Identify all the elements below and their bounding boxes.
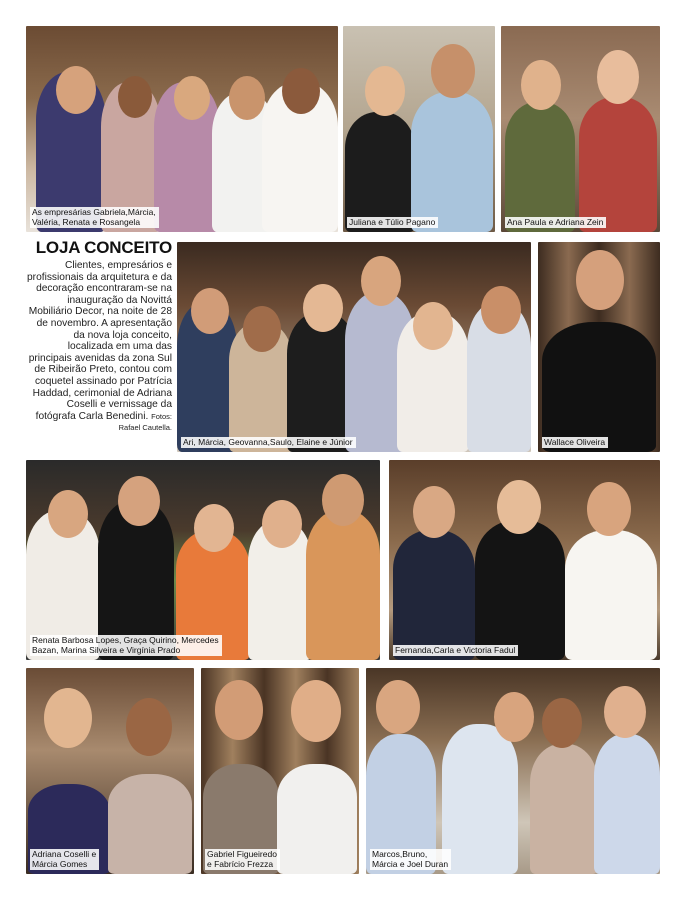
- photo-caption: Ana Paula e Adriana Zein: [505, 217, 606, 229]
- photo-scene: [343, 26, 495, 232]
- photo-group-five-women: [26, 460, 380, 660]
- photo-marcos-bruno-marcia-joel: [366, 668, 660, 874]
- photo-caption: Marcos,Bruno, Márcia e Joel Duran: [370, 849, 451, 870]
- article-block: [26, 238, 172, 434]
- photo-scene: [389, 460, 660, 660]
- photo-ana-adriana: [501, 26, 660, 232]
- photo-scene: [26, 668, 194, 874]
- photo-caption: Adriana Coselli e Márcia Gomes: [30, 849, 99, 870]
- photo-scene: [177, 242, 531, 452]
- photo-fernanda-carla-victoria: [389, 460, 660, 660]
- photo-caption: Gabriel Figueiredo e Fabrício Frezza: [205, 849, 280, 870]
- article-body-text: Clientes, empresários e profissionais da arquitetura e da decoração encontraram-se na inauguração da Novittá Mobiliário Decor, na noite de 28 de novembro. A apresentação da nova loja conceito, localizada em uma das principais avenidas da zona Sul de Ribeirão Preto, contou com coquetel assinado por Patrícia Haddad, cerimonial de Adriana Coselli e vernissage da fotógrafa Carla Benedini.: [27, 260, 172, 422]
- photo-scene: [26, 26, 338, 232]
- photo-scene: [501, 26, 660, 232]
- photo-gabriel-fabricio: [201, 668, 359, 874]
- photo-scene: [201, 668, 359, 874]
- photo-juliana-tulio: [343, 26, 495, 232]
- photo-wallace: [538, 242, 660, 452]
- photo-caption: Fernanda,Carla e Victoria Fadul: [393, 645, 518, 657]
- photo-scene: [538, 242, 660, 452]
- photo-caption: As empresárias Gabriela,Márcia, Valéria, Renata e Rosangela: [30, 207, 159, 228]
- photo-caption: Ari, Márcia, Geovanna,Saulo, Elaine e Júnior: [181, 437, 356, 449]
- photo-caption: Renata Barbosa Lopes, Graça Quirino, Mercedes Bazan, Marina Silveira e Virgínia Prado: [30, 635, 222, 656]
- photo-caption: Wallace Oliveira: [542, 437, 608, 449]
- article-body: [26, 260, 172, 434]
- photo-caption: Juliana e Túlio Pagano: [347, 217, 438, 229]
- photo-scene: [26, 460, 380, 660]
- photo-scene: [366, 668, 660, 874]
- photo-adriana-marcia: [26, 668, 194, 874]
- photo-credit: Fotos: Rafael Cautella.: [118, 411, 172, 433]
- photo-group-six: [177, 242, 531, 452]
- article-title: LOJA CONCEITO: [35, 238, 172, 257]
- photo-businesswomen: [26, 26, 338, 232]
